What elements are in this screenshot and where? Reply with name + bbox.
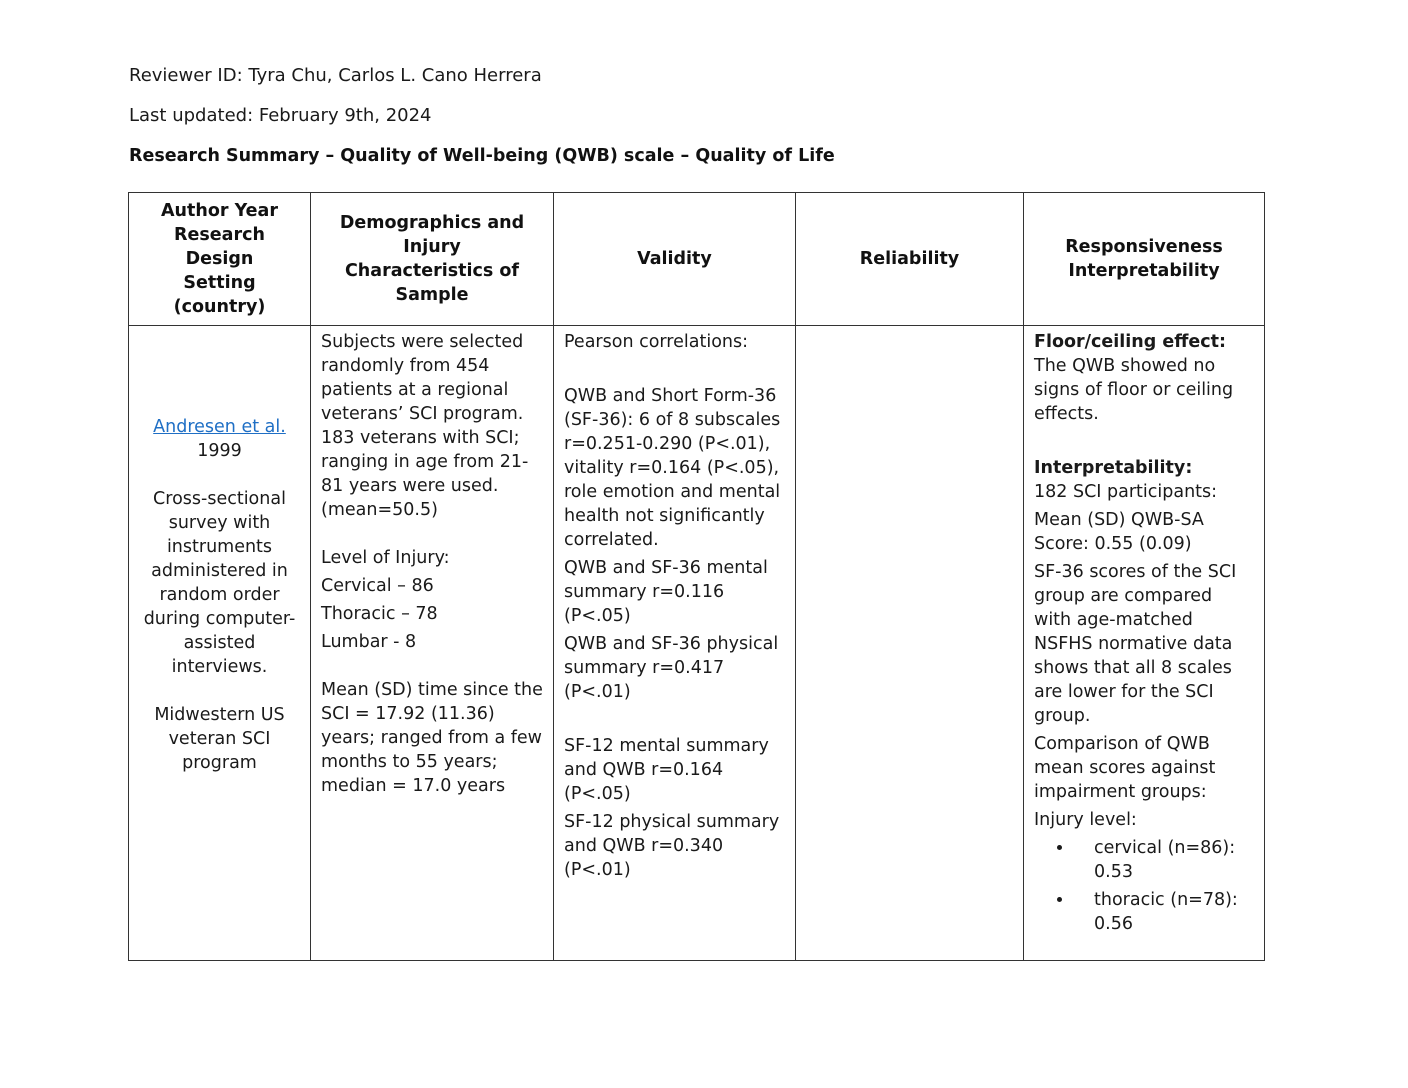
header-author-year: Author Year Research Design Setting (country) xyxy=(129,193,311,326)
sample-description: Subjects were selected randomly from 454 patients at a regional veterans’ SCI program. 183 veterans with SCI; ranging in age from 21-81 years were used. (mean=50.5) xyxy=(321,332,529,520)
injury-level-list xyxy=(1034,836,1254,936)
header-validity: Validity xyxy=(554,193,796,326)
floor-ceiling-text: The QWB showed no signs of floor or ceiling effects. xyxy=(1034,356,1234,424)
table-header-row xyxy=(129,193,1265,326)
study-setting: Midwestern US veteran SCI program xyxy=(154,705,285,773)
cell-responsiveness xyxy=(1024,326,1265,961)
validity-sf36-physical: QWB and SF-36 physical summary r=0.417 (P<.01) xyxy=(564,634,779,702)
reviewer-id: Reviewer ID: Tyra Chu, Carlos L. Cano Herrera xyxy=(129,65,542,86)
injury-level-thoracic: Thoracic – 78 xyxy=(321,604,438,624)
header-demographics: Demographics and Injury Characteristics of Sample xyxy=(311,193,554,326)
cell-demographics xyxy=(311,326,554,961)
level-of-injury-heading: Level of Injury: xyxy=(321,548,450,568)
participants-count: 182 SCI participants: xyxy=(1034,482,1218,502)
time-since-sci: Mean (SD) time since the SCI = 17.92 (11.36) years; ranged from a few months to 55 years; median = 17.0 years xyxy=(321,680,543,796)
impairment-comparison: Comparison of QWB mean scores against impairment groups: xyxy=(1034,734,1216,802)
injury-level-lumbar: Lumbar - 8 xyxy=(321,632,417,652)
sf36-comparison: SF-36 scores of the SCI group are compared with age-matched NSFHS normative data shows that all 8 scales are lower for the SCI group. xyxy=(1034,562,1237,726)
list-item: • thoracic (n=78): 0.56 xyxy=(1074,888,1254,936)
author-link[interactable]: Andresen et al. xyxy=(153,417,286,437)
validity-heading: Pearson correlations: xyxy=(564,332,749,352)
validity-sf36: QWB and Short Form-36 (SF-36): 6 of 8 subscales r=0.251-0.290 (P<.01), vitality r=0.164 (P<.05), role emotion and mental health not significantly correlated. xyxy=(564,386,781,550)
validity-sf36-mental: QWB and SF-36 mental summary r=0.116 (P<.05) xyxy=(564,558,768,626)
last-updated: Last updated: February 9th, 2024 xyxy=(129,105,432,126)
document-title: Research Summary – Quality of Well-being (QWB) scale – Quality of Life xyxy=(129,146,835,166)
list-item: • cervical (n=86): 0.53 xyxy=(1074,836,1254,884)
validity-sf12-mental: SF-12 mental summary and QWB r=0.164 (P<.05) xyxy=(564,736,769,804)
cell-reliability xyxy=(796,326,1024,961)
research-design: Cross-sectional survey with instruments administered in random order during computer-assisted interviews. xyxy=(143,489,296,677)
interpretability-heading: Interpretability: xyxy=(1034,458,1193,478)
table-row xyxy=(129,326,1265,961)
mean-qwb-score: Mean (SD) QWB-SA Score: 0.55 (0.09) xyxy=(1034,510,1204,554)
injury-level-cervical: Cervical – 86 xyxy=(321,576,434,596)
cell-author xyxy=(129,326,311,961)
floor-ceiling-heading: Floor/ceiling effect: xyxy=(1034,332,1226,352)
research-summary-table xyxy=(128,192,1265,961)
injury-level-label: Injury level: xyxy=(1034,810,1137,830)
cell-validity xyxy=(554,326,796,961)
header-responsiveness: Responsiveness Interpretability xyxy=(1024,193,1265,326)
header-reliability: Reliability xyxy=(796,193,1024,326)
validity-sf12-physical: SF-12 physical summary and QWB r=0.340 (P<.01) xyxy=(564,812,780,880)
study-year: 1999 xyxy=(197,441,242,461)
